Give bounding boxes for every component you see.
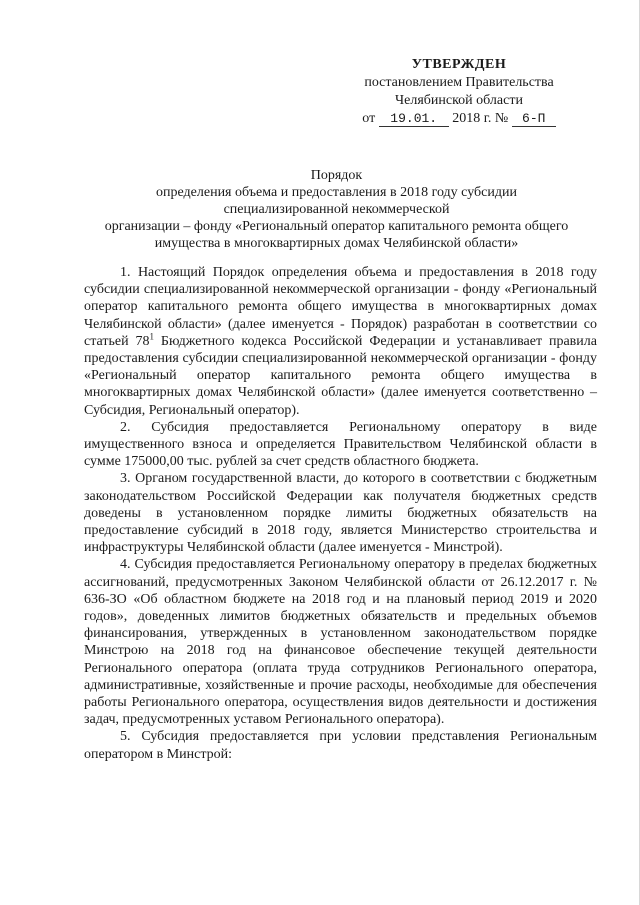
approval-line-1: постановлением Правительства — [364, 75, 554, 90]
approval-line-2: Челябинской области — [395, 93, 523, 108]
approval-date-prefix: от — [362, 111, 376, 126]
title-line-4: организации – фонду «Региональный оператор капитального ремонта общего — [104, 219, 569, 234]
title-line-2: определения объема и предоставления в 2018 году субсидии — [156, 185, 517, 200]
paragraph-5: 5. Субсидия предоставляется при условии представления Региональным оператором в Минстрой: — [84, 729, 597, 762]
title-line-1: Порядок — [310, 168, 363, 183]
paragraph-1 — [84, 264, 597, 419]
approval-year-text: 2018 г. № — [452, 111, 509, 126]
article-superscript: 1 — [149, 331, 154, 342]
title-line-3: специализированной некоммерческой — [223, 202, 450, 217]
approval-number-handwritten: 6-П — [512, 112, 556, 127]
paragraph-3: 3. Органом государственной власти, до которого в соответствии с бюджетным законодательством Российской Федерации как получателя бюджетных средств доведены в установленном порядке лимиты бюджетных обязательств на предоставление субсидий в 2018 году, является Министерство строительства и инфраструктуры Челябинской области (далее именуется - Минстрой). — [84, 471, 597, 556]
approval-stamp-block — [339, 56, 579, 128]
paragraph-4: 4. Субсидия предоставляется Региональному оператору в пределах бюджетных ассигнований, предусмотренных Законом Челябинской области от 26.12.2017 г. № 636-ЗО «Об областном бюджете на 2018 год и на плановый период 2019 и 2020 годов», доведенных лимитов бюджетных обязательств и предельных объемов финансирования, утвержденных в установленном законодательством порядке Минстрою на 2018 год на финансовое обеспечение текущей деятельности Регионального оператора (оплата труда сотрудников Регионального оператора, административные, хозяйственные и прочие расходы, необходимые для обеспечения работы Регионального оператора, осуществления видов деятельности и достижения задач, предусмотренных уставом Регионального оператора). — [84, 557, 597, 728]
document-title — [84, 167, 589, 252]
document-body — [84, 264, 597, 763]
approval-date-line — [339, 110, 579, 128]
approval-label: УТВЕРЖДЕН — [411, 57, 507, 72]
approval-date-handwritten: 19.01. — [379, 112, 449, 127]
paragraph-2: 2. Субсидия предоставляется Региональному оператору в виде имущественного взноса и определяется Правительством Челябинской области в сумме 175000,00 тыс. рублей за счет средств областного бюджета. — [84, 419, 597, 470]
paragraph-1-text-a: 1. Настоящий Порядок определения объема и предоставления в 2018 году субсидии специализированной некоммерческой организации - фонду «Региональный оператор капитального ремонта общего имущества в многоквартирных домах Челябинской области» (далее именуется - Порядок) разработан в соответствии со статьей 78 — [84, 265, 597, 349]
paragraph-1-text-b: Бюджетного кодекса Российской Федерации и устанавливает правила предоставления субсидии специализированной некоммерческой организации - фонду «Региональный оператор капитального ремонта общего имущества в многоквартирных домах Челябинской области» (далее именуется соответственно – Субсидия, Региональный оператор). — [84, 333, 597, 418]
title-line-5: имущества в многоквартирных домах Челябинской области» — [154, 236, 519, 251]
